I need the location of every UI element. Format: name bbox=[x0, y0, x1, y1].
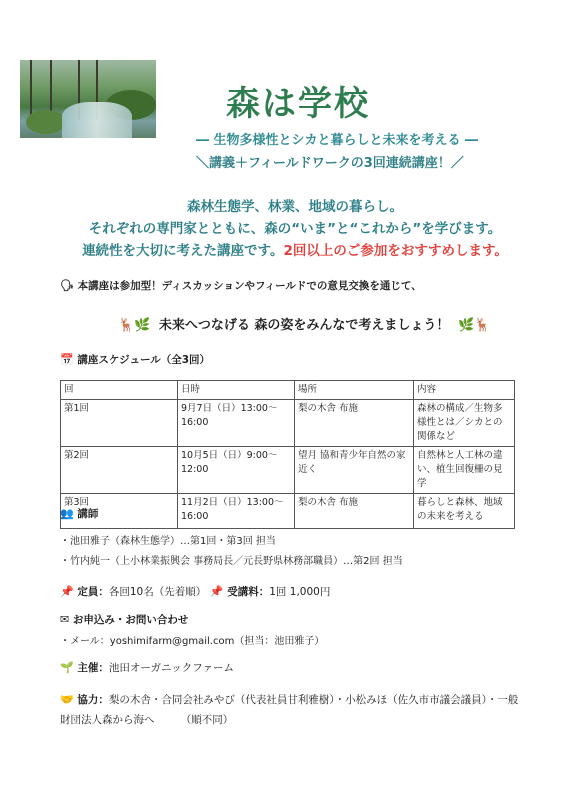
header-cell: 内容 bbox=[414, 381, 515, 400]
forest-stream-photo bbox=[20, 60, 156, 138]
intro-line-3 bbox=[60, 240, 530, 262]
deer-icon: 🦌 bbox=[118, 318, 135, 333]
table-cell: 10月5日（日）9:00〜12:00 bbox=[178, 447, 295, 494]
lecturer-item: ・池田雅子（森林生態学）…第1回・第3回 担当 bbox=[60, 536, 276, 547]
pushpin-icon: 📌 bbox=[60, 585, 74, 598]
cooperation-line-2: 財団法人森から海へ （順不同） bbox=[60, 714, 234, 726]
page-title: 森は学校 bbox=[226, 84, 370, 124]
cooperation-line-1: 梨の木舎・合同会社みやび（代表社員甘利雅樹）・小松みほ（佐久市市議会議員）・一般 bbox=[108, 694, 519, 706]
fee-label: 受講料： bbox=[227, 586, 270, 598]
table-cell: 9月7日（日）13:00〜16:00 bbox=[178, 400, 295, 447]
pushpin-icon: 📌 bbox=[209, 585, 224, 598]
schedule-table bbox=[60, 380, 515, 529]
intro-line-3-normal: 連続性を大切に考えた講座です。 bbox=[82, 243, 284, 259]
table-row bbox=[61, 447, 515, 494]
people-icon: 👥 bbox=[60, 507, 74, 520]
envelope-icon: ✉ bbox=[60, 613, 70, 626]
table-row bbox=[61, 400, 515, 447]
contact-email[interactable]: ・メール：yoshimifarm@gmail.com（担当：池田雅子） bbox=[60, 636, 325, 647]
organizer bbox=[60, 660, 234, 675]
table-cell: 森林の構成／生物多様性とは／シカとの関係など bbox=[414, 400, 515, 447]
table-cell: 梨の木舎 布施 bbox=[295, 494, 414, 529]
fee-value: 1回 1,000円 bbox=[269, 586, 331, 598]
table-row bbox=[61, 494, 515, 529]
handshake-icon: 🤝 bbox=[60, 693, 74, 706]
capacity-value: 各回10名（先着順） bbox=[108, 586, 207, 598]
table-cell: 第3回 bbox=[61, 494, 178, 529]
header-cell: 場所 bbox=[295, 381, 414, 400]
capacity-label: 定員： bbox=[77, 586, 109, 598]
table-cell: 望月 協和青少年自然の家 近く bbox=[295, 447, 414, 494]
notice-text: 本講座は参加型！ディスカッションやフィールドでの意見交換を通じて、 bbox=[77, 280, 422, 292]
table-cell: 自然林と人工林の違い、植生回復柵の見学 bbox=[414, 447, 515, 494]
header-cell: 日時 bbox=[178, 381, 295, 400]
table-cell: 第2回 bbox=[61, 447, 178, 494]
table-cell: 第1回 bbox=[61, 400, 178, 447]
subtitle: ― 生物多様性とシカと暮らしと未来を考える ― bbox=[196, 133, 479, 148]
calendar-icon: 📅 bbox=[60, 353, 74, 366]
lecturers-heading-text: 講師 bbox=[77, 508, 99, 520]
contact-heading-text: お申込み・お問い合わせ bbox=[72, 614, 189, 626]
subtitle-series: ＼講義＋フィールドワークの3回連続講座！／ bbox=[196, 156, 464, 171]
cooperation-label: 協力： bbox=[77, 694, 109, 706]
participation-notice bbox=[60, 278, 422, 293]
leaf-icon: 🌿 bbox=[134, 318, 151, 333]
intro-line-2: それぞれの専門家とともに、森の“いま”と“これから”を学びます。 bbox=[88, 221, 502, 237]
schedule-heading bbox=[60, 352, 210, 367]
sprout-icon: 🌱 bbox=[60, 661, 74, 674]
leaf-icon: 🌿 bbox=[457, 318, 475, 333]
deer-icon: 🦌 bbox=[474, 318, 491, 333]
slogan bbox=[118, 314, 490, 333]
table-cell: 11月2日（日）13:00〜16:00 bbox=[178, 494, 295, 529]
speech-bubble-icon: 🗣 bbox=[60, 279, 74, 292]
lecturers-heading bbox=[60, 506, 98, 521]
header-cell: 回 bbox=[61, 381, 178, 400]
capacity-fee bbox=[60, 584, 330, 599]
table-cell: 暮らしと森林、地域の未来を考える bbox=[414, 494, 515, 529]
table-cell: 梨の木舎 布施 bbox=[295, 400, 414, 447]
table-header-row bbox=[61, 381, 515, 400]
intro-line-1: 森林生態学、林業、地域の暮らし。 bbox=[187, 199, 403, 215]
slogan-text: 未来へつなげる 森の姿をみんなで考えましょう！ bbox=[158, 318, 450, 333]
organizer-value: 池田オーガニックファーム bbox=[108, 662, 235, 674]
cooperation bbox=[60, 690, 520, 730]
intro-text bbox=[60, 196, 530, 262]
organizer-label: 主催： bbox=[77, 662, 109, 674]
lecturer-item: ・竹内純一（上小林業振興会 事務局長／元長野県林務部職員）…第2回 担当 bbox=[60, 556, 403, 567]
intro-line-3-red: 2回以上のご参加をおすすめします。 bbox=[283, 243, 508, 259]
schedule-heading-text: 講座スケジュール（全3回） bbox=[77, 354, 211, 366]
contact-heading bbox=[60, 612, 188, 627]
